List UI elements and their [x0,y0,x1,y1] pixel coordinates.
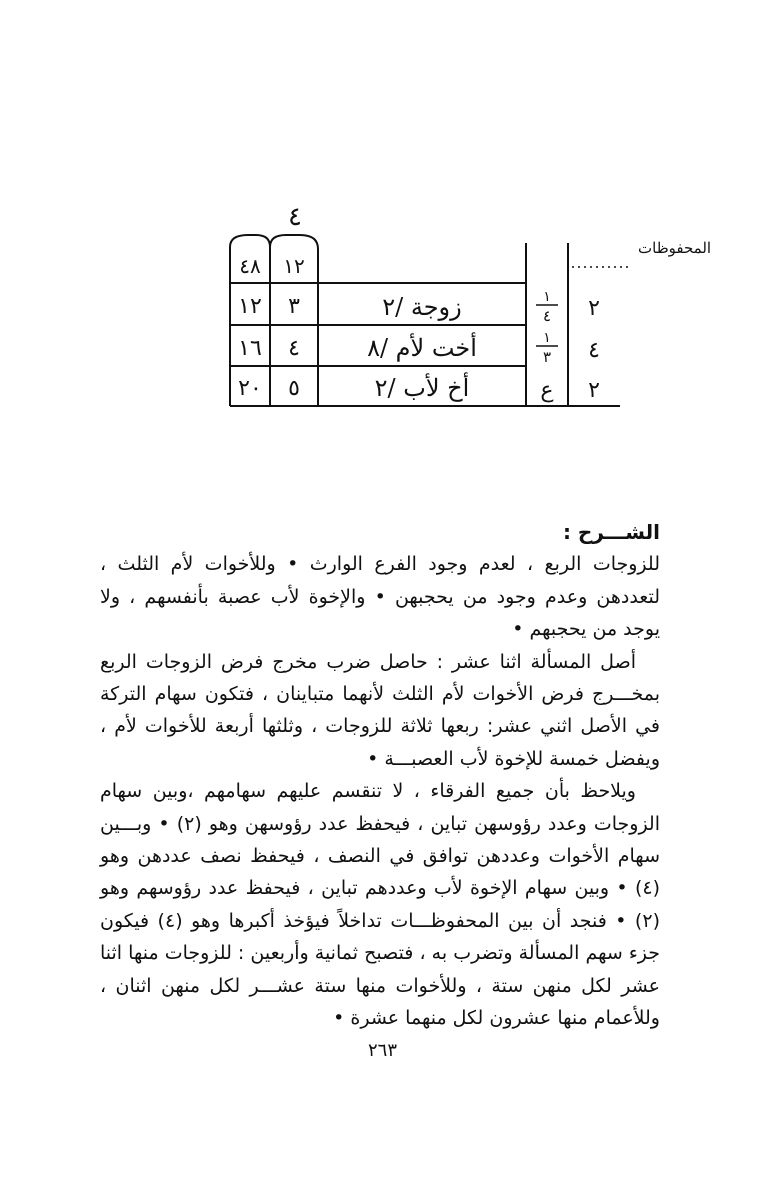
explanation-heading: الشـــرح : [562,520,660,544]
cell-48: ٢٠ [238,376,262,401]
cell-heir: زوجة /٢ [382,293,462,321]
explanation-paragraph-2: أصل المسألة اثنا عشر : حاصل ضرب مخرج فرض الزوجات الربع بمخـــرج فرض الأخوات لأم الثلث لأنهما متباينان ، فتكون سهام التركة في الأصل اثني عشر: ربعها ثلاثة للزوجات ، وثلثها أربعة للأخوات لأم ، ويفضل خمسة للإخوة لأب العصبـــة • [100,650,660,770]
cell-mahfuz: ٢ [588,296,600,321]
col48-header: ٤٨ [239,254,261,278]
cell-12: ٤ [288,336,300,361]
cell-heir: أخت لأم /٨ [367,334,477,362]
inheritance-table [200,195,712,420]
table-row [238,289,600,325]
share-numerator: ١ [543,289,551,305]
explanation-paragraph-1: للزوجات الربع ، لعدم وجود الفرع الوارث • وللأخوات لأم الثلث ، لتعددهن وعدم وجود من يحجبهن • والإخوة لأب عصبة بأنفسهم ، ولا يوجد من يحجبهم • [100,553,660,641]
cell-12: ٥ [288,376,300,401]
share-denominator: ٣ [542,348,552,366]
explanation-section [100,516,660,1035]
cell-48: ١٦ [238,336,262,361]
share-denominator: ٤ [542,307,552,325]
share-asaba: ع [540,378,554,403]
cell-heir: أخ لأب /٢ [374,374,470,402]
cell-mahfuz: ٢ [588,378,600,403]
share-numerator: ١ [543,330,551,346]
cell-12: ٣ [288,294,300,319]
base-multiplier: ٤ [288,202,302,232]
page-number: ٢٦٣ [367,1040,397,1061]
table-row [238,371,600,403]
cell-mahfuz: ٤ [588,338,600,363]
col12-header: ١٢ [283,254,305,278]
cell-48: ١٢ [238,294,262,319]
mahfuzat-header: المحفوظات [638,239,712,257]
explanation-paragraph-3: ويلاحظ بأن جميع الفرقاء ، لا تنقسم عليهم سهامهم ،وبين سهام الزوجات وعدد رؤوسهن تباين ، فيحفظ عدد رؤوسهن وهو (٢) • وبـــين سهام الأخوات وعددهن توافق في النصف ، فيحفظ نصف عددهن وهو (٤) • وبين سهام الإخوة لأب وعددهم تباين ، فيحفظ عدد رؤوسهم وهو (٢) • فنجد أن بين المحفوظـــات تداخلاً فيؤخذ أكبرها وهو (٤) فيكون جزء سهم المسألة وتضرب به ، فتصبح ثمانية وأربعين : للزوجات منها اثنا عشر لكل منهن ستة ، وللأخوات منها ستة عشـــر لكل منهن اثنان ، وللأعمام منها عشرون لكل منهما عشرة • [100,780,660,1030]
table-row [238,330,600,366]
